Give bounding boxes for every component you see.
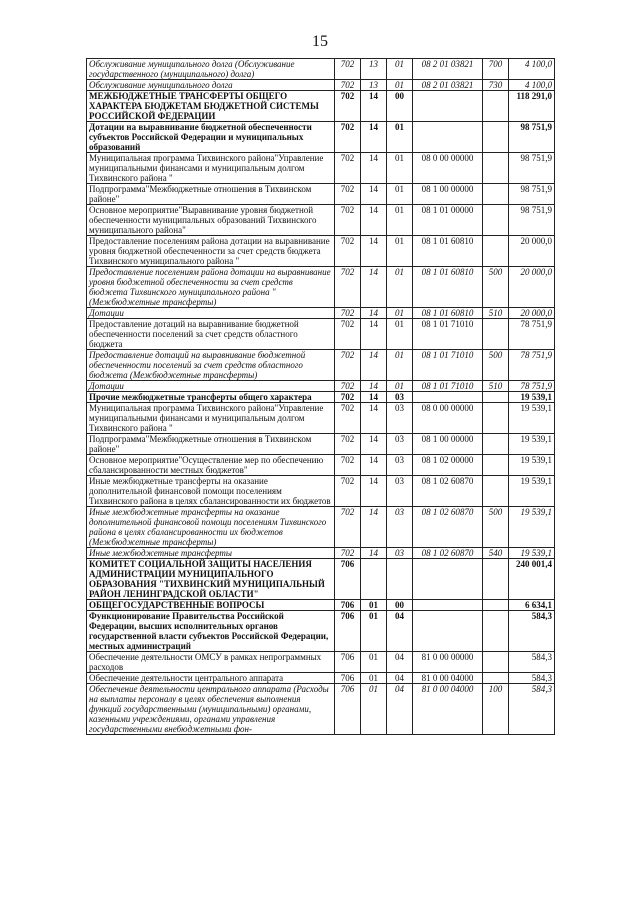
row-section-code: 14	[361, 434, 387, 455]
row-target-article: 08 1 01 60810	[413, 267, 483, 308]
row-name: Обеспечение деятельности ОМСУ в рамках непрограммных расходов	[87, 652, 335, 673]
row-ved-code: 702	[335, 455, 361, 476]
row-ved-code: 702	[335, 122, 361, 153]
row-amount: 6 634,1	[509, 600, 555, 611]
row-target-article: 08 1 01 60810	[413, 308, 483, 319]
row-target-article: 08 1 00 00000	[413, 184, 483, 205]
row-amount: 584,3	[509, 611, 555, 652]
row-expense-type: 730	[483, 80, 509, 91]
row-ved-code: 702	[335, 434, 361, 455]
table-row	[87, 236, 555, 267]
row-ved-code: 702	[335, 319, 361, 350]
row-amount: 20 000,0	[509, 236, 555, 267]
row-target-article: 81 0 00 04000	[413, 673, 483, 684]
row-section-code: 14	[361, 476, 387, 507]
row-target-article	[413, 559, 483, 600]
row-ved-code: 706	[335, 652, 361, 673]
row-ved-code: 702	[335, 80, 361, 91]
row-name: ОБЩЕГОСУДАРСТВЕННЫЕ ВОПРОСЫ	[87, 600, 335, 611]
row-expense-type: 510	[483, 308, 509, 319]
row-amount: 20 000,0	[509, 267, 555, 308]
row-section-code: 14	[361, 350, 387, 381]
row-amount: 19 539,1	[509, 507, 555, 548]
table-row	[87, 652, 555, 673]
row-ved-code: 702	[335, 392, 361, 403]
row-expense-type: 540	[483, 548, 509, 559]
row-expense-type	[483, 455, 509, 476]
row-target-article	[413, 122, 483, 153]
row-target-article: 81 0 00 00000	[413, 652, 483, 673]
row-expense-type: 510	[483, 381, 509, 392]
row-ved-code: 706	[335, 611, 361, 652]
row-expense-type	[483, 91, 509, 122]
row-ved-code: 706	[335, 559, 361, 600]
table-row	[87, 476, 555, 507]
row-name: Обслуживание муниципального долга	[87, 80, 335, 91]
row-amount: 78 751,9	[509, 319, 555, 350]
row-subsection-code: 04	[387, 652, 413, 673]
row-name: Дотации	[87, 308, 335, 319]
table-row	[87, 559, 555, 600]
row-amount: 584,3	[509, 673, 555, 684]
row-subsection-code: 01	[387, 205, 413, 236]
page-number: 15	[312, 33, 328, 50]
row-ved-code: 702	[335, 350, 361, 381]
row-subsection-code: 01	[387, 236, 413, 267]
row-name: Муниципальная программа Тихвинского района"Управление муниципальными финансами и муниципальным долгом Тихвинского района "	[87, 403, 335, 434]
table-row	[87, 403, 555, 434]
row-subsection-code: 04	[387, 673, 413, 684]
row-section-code	[361, 559, 387, 600]
row-subsection-code: 03	[387, 455, 413, 476]
table-row	[87, 91, 555, 122]
row-ved-code: 706	[335, 684, 361, 735]
row-section-code: 14	[361, 236, 387, 267]
row-expense-type: 100	[483, 684, 509, 735]
row-target-article: 08 1 02 60870	[413, 507, 483, 548]
table-row	[87, 122, 555, 153]
row-name: Иные межбюджетные трансферты на оказание дополнительной финансовой помощи поселениям Тихвинского района в целях сбалансированности их бюджетов (Межбюджетные трансферты)	[87, 507, 335, 548]
row-subsection-code: 01	[387, 184, 413, 205]
row-target-article: 81 0 00 04000	[413, 684, 483, 735]
row-name: Основное мероприятие"Выравнивание уровня бюджетной обеспеченности муниципальных образований Тихвинского муниципального района"	[87, 205, 335, 236]
table-row	[87, 392, 555, 403]
row-amount: 4 100,0	[509, 80, 555, 91]
row-name: Обеспечение деятельности центрального аппарата	[87, 673, 335, 684]
table-row	[87, 684, 555, 735]
row-target-article: 08 1 01 71010	[413, 319, 483, 350]
row-section-code: 14	[361, 91, 387, 122]
row-expense-type	[483, 392, 509, 403]
row-ved-code: 702	[335, 381, 361, 392]
row-subsection-code: 00	[387, 600, 413, 611]
row-target-article: 08 1 01 71010	[413, 350, 483, 381]
row-name: Предоставление дотаций на выравнивание бюджетной обеспеченности поселений за счет средств областного бюджета	[87, 319, 335, 350]
row-subsection-code: 01	[387, 59, 413, 80]
table-row	[87, 611, 555, 652]
row-name: Обеспечение деятельности центрального аппарата (Расходы на выплаты персоналу в целях обеспечения выполнения функций государственными (муниципальными) органами, казенными учреждениями, органами управления государственными внебюджетными фон-	[87, 684, 335, 735]
row-target-article	[413, 91, 483, 122]
budget-table-body	[87, 59, 555, 735]
row-subsection-code: 03	[387, 392, 413, 403]
row-amount: 98 751,9	[509, 153, 555, 184]
row-target-article: 08 1 02 00000	[413, 455, 483, 476]
row-section-code: 14	[361, 403, 387, 434]
row-expense-type	[483, 652, 509, 673]
row-target-article: 08 0 00 00000	[413, 153, 483, 184]
row-section-code: 01	[361, 652, 387, 673]
row-amount: 584,3	[509, 652, 555, 673]
row-ved-code: 702	[335, 59, 361, 80]
row-name: Иные межбюджетные трансферты на оказание дополнительной финансовой помощи поселениям Тихвинского района в целях сбалансированности их бюджетов	[87, 476, 335, 507]
row-expense-type	[483, 559, 509, 600]
row-name: Предоставление поселениям района дотации на выравнивание уровня бюджетной обеспеченности за счет средств бюджета Тихвинского муниципального района "	[87, 236, 335, 267]
row-ved-code: 706	[335, 600, 361, 611]
row-ved-code: 702	[335, 267, 361, 308]
row-section-code: 01	[361, 673, 387, 684]
row-name: Обслуживание муниципального долга (Обслуживание государственного (муниципального) долга)	[87, 59, 335, 80]
row-target-article: 08 0 00 00000	[413, 403, 483, 434]
row-expense-type	[483, 319, 509, 350]
table-row	[87, 381, 555, 392]
row-subsection-code: 01	[387, 381, 413, 392]
row-section-code: 14	[361, 507, 387, 548]
row-section-code: 14	[361, 184, 387, 205]
row-expense-type	[483, 184, 509, 205]
row-subsection-code: 00	[387, 91, 413, 122]
row-target-article: 08 1 01 71010	[413, 381, 483, 392]
row-section-code: 13	[361, 59, 387, 80]
row-section-code: 14	[361, 153, 387, 184]
table-row	[87, 548, 555, 559]
row-expense-type	[483, 236, 509, 267]
row-amount: 78 751,9	[509, 381, 555, 392]
row-name: МЕЖБЮДЖЕТНЫЕ ТРАНСФЕРТЫ ОБЩЕГО ХАРАКТЕРА БЮДЖЕТАМ БЮДЖЕТНОЙ СИСТЕМЫ РОССИЙСКОЙ ФЕДЕРАЦИИ	[87, 91, 335, 122]
row-subsection-code: 01	[387, 122, 413, 153]
row-expense-type	[483, 205, 509, 236]
row-amount: 19 539,1	[509, 434, 555, 455]
row-name: Дотации на выравнивание бюджетной обеспеченности субъектов Российской Федерации и муниципальных образований	[87, 122, 335, 153]
row-ved-code: 702	[335, 403, 361, 434]
table-row	[87, 434, 555, 455]
row-name: Предоставление поселениям района дотации на выравнивание уровня бюджетной обеспеченности за счет средств бюджета Тихвинского муниципального района " (Межбюджетные трансферты)	[87, 267, 335, 308]
row-amount: 98 751,9	[509, 205, 555, 236]
table-row	[87, 59, 555, 80]
table-row	[87, 205, 555, 236]
row-section-code: 14	[361, 381, 387, 392]
row-section-code: 01	[361, 611, 387, 652]
row-expense-type	[483, 153, 509, 184]
row-ved-code: 702	[335, 236, 361, 267]
table-row	[87, 455, 555, 476]
row-section-code: 14	[361, 455, 387, 476]
row-amount: 19 539,1	[509, 548, 555, 559]
row-subsection-code: 03	[387, 507, 413, 548]
row-ved-code: 702	[335, 153, 361, 184]
row-section-code: 14	[361, 392, 387, 403]
row-target-article	[413, 611, 483, 652]
row-subsection-code: 01	[387, 350, 413, 381]
row-ved-code: 702	[335, 184, 361, 205]
table-row	[87, 673, 555, 684]
row-ved-code: 706	[335, 673, 361, 684]
row-name: Подпрограмма"Межбюджетные отношения в Тихвинском районе"	[87, 434, 335, 455]
row-name: КОМИТЕТ СОЦИАЛЬНОЙ ЗАЩИТЫ НАСЕЛЕНИЯ АДМИНИСТРАЦИИ МУНИЦИПАЛЬНОГО ОБРАЗОВАНИЯ "ТИХВИНСКИЙ МУНИЦИПАЛЬНЫЙ РАЙОН ЛЕНИНГРАДСКОЙ ОБЛАСТИ"	[87, 559, 335, 600]
table-row	[87, 80, 555, 91]
table-row	[87, 153, 555, 184]
row-name: Прочие межбюджетные трансферты общего характера	[87, 392, 335, 403]
row-name: Функционирование Правительства Российской Федерации, высших исполнительных органов государственной власти субъектов Российской Федерации, местных администраций	[87, 611, 335, 652]
table-row	[87, 507, 555, 548]
row-amount: 19 539,1	[509, 476, 555, 507]
row-name: Подпрограмма"Межбюджетные отношения в Тихвинском районе"	[87, 184, 335, 205]
row-section-code: 01	[361, 600, 387, 611]
row-amount: 19 539,1	[509, 403, 555, 434]
table-row	[87, 267, 555, 308]
row-subsection-code: 01	[387, 308, 413, 319]
row-expense-type: 700	[483, 59, 509, 80]
row-amount: 20 000,0	[509, 308, 555, 319]
row-section-code: 14	[361, 308, 387, 319]
row-target-article: 08 2 01 03821	[413, 80, 483, 91]
row-section-code: 14	[361, 319, 387, 350]
budget-table	[86, 58, 555, 735]
table-row	[87, 600, 555, 611]
row-subsection-code: 03	[387, 403, 413, 434]
row-subsection-code: 03	[387, 434, 413, 455]
row-subsection-code: 04	[387, 611, 413, 652]
row-subsection-code: 01	[387, 153, 413, 184]
row-section-code: 14	[361, 122, 387, 153]
row-subsection-code: 03	[387, 476, 413, 507]
row-expense-type	[483, 476, 509, 507]
row-expense-type	[483, 403, 509, 434]
row-section-code: 14	[361, 205, 387, 236]
table-row	[87, 184, 555, 205]
row-expense-type: 500	[483, 350, 509, 381]
row-expense-type	[483, 122, 509, 153]
row-name: Муниципальная программа Тихвинского района"Управление муниципальными финансами и муниципальным долгом Тихвинского района "	[87, 153, 335, 184]
row-amount: 19 539,1	[509, 392, 555, 403]
row-target-article	[413, 600, 483, 611]
row-expense-type	[483, 673, 509, 684]
row-amount: 584,3	[509, 684, 555, 735]
row-section-code: 14	[361, 267, 387, 308]
row-name: Основное мероприятие"Осуществление мер по обеспечению сбалансированности местных бюджетов"	[87, 455, 335, 476]
row-subsection-code: 03	[387, 548, 413, 559]
row-amount: 4 100,0	[509, 59, 555, 80]
row-ved-code: 702	[335, 91, 361, 122]
row-name: Иные межбюджетные трансферты	[87, 548, 335, 559]
row-expense-type	[483, 434, 509, 455]
row-section-code: 13	[361, 80, 387, 91]
row-subsection-code: 01	[387, 80, 413, 91]
row-amount: 118 291,0	[509, 91, 555, 122]
row-target-article: 08 1 01 00000	[413, 205, 483, 236]
row-amount: 19 539,1	[509, 455, 555, 476]
row-expense-type	[483, 611, 509, 652]
row-section-code: 14	[361, 548, 387, 559]
table-row	[87, 308, 555, 319]
row-target-article: 08 1 02 60870	[413, 548, 483, 559]
row-subsection-code: 01	[387, 319, 413, 350]
row-name: Предоставление дотаций на выравнивание бюджетной обеспеченности поселений за счет средств областного бюджета (Межбюджетные трансферты)	[87, 350, 335, 381]
row-expense-type	[483, 600, 509, 611]
row-ved-code: 702	[335, 205, 361, 236]
row-subsection-code	[387, 559, 413, 600]
row-target-article: 08 1 02 60870	[413, 476, 483, 507]
row-amount: 98 751,9	[509, 122, 555, 153]
row-section-code: 01	[361, 684, 387, 735]
table-row	[87, 319, 555, 350]
row-expense-type: 500	[483, 267, 509, 308]
row-amount: 240 001,4	[509, 559, 555, 600]
row-amount: 78 751,9	[509, 350, 555, 381]
row-ved-code: 702	[335, 308, 361, 319]
row-expense-type: 500	[483, 507, 509, 548]
row-target-article: 08 1 00 00000	[413, 434, 483, 455]
table-row	[87, 350, 555, 381]
row-target-article	[413, 392, 483, 403]
row-ved-code: 702	[335, 476, 361, 507]
row-subsection-code: 04	[387, 684, 413, 735]
row-target-article: 08 2 01 03821	[413, 59, 483, 80]
row-subsection-code: 01	[387, 267, 413, 308]
row-target-article: 08 1 01 60810	[413, 236, 483, 267]
row-ved-code: 702	[335, 507, 361, 548]
row-name: Дотации	[87, 381, 335, 392]
row-amount: 98 751,9	[509, 184, 555, 205]
row-ved-code: 702	[335, 548, 361, 559]
